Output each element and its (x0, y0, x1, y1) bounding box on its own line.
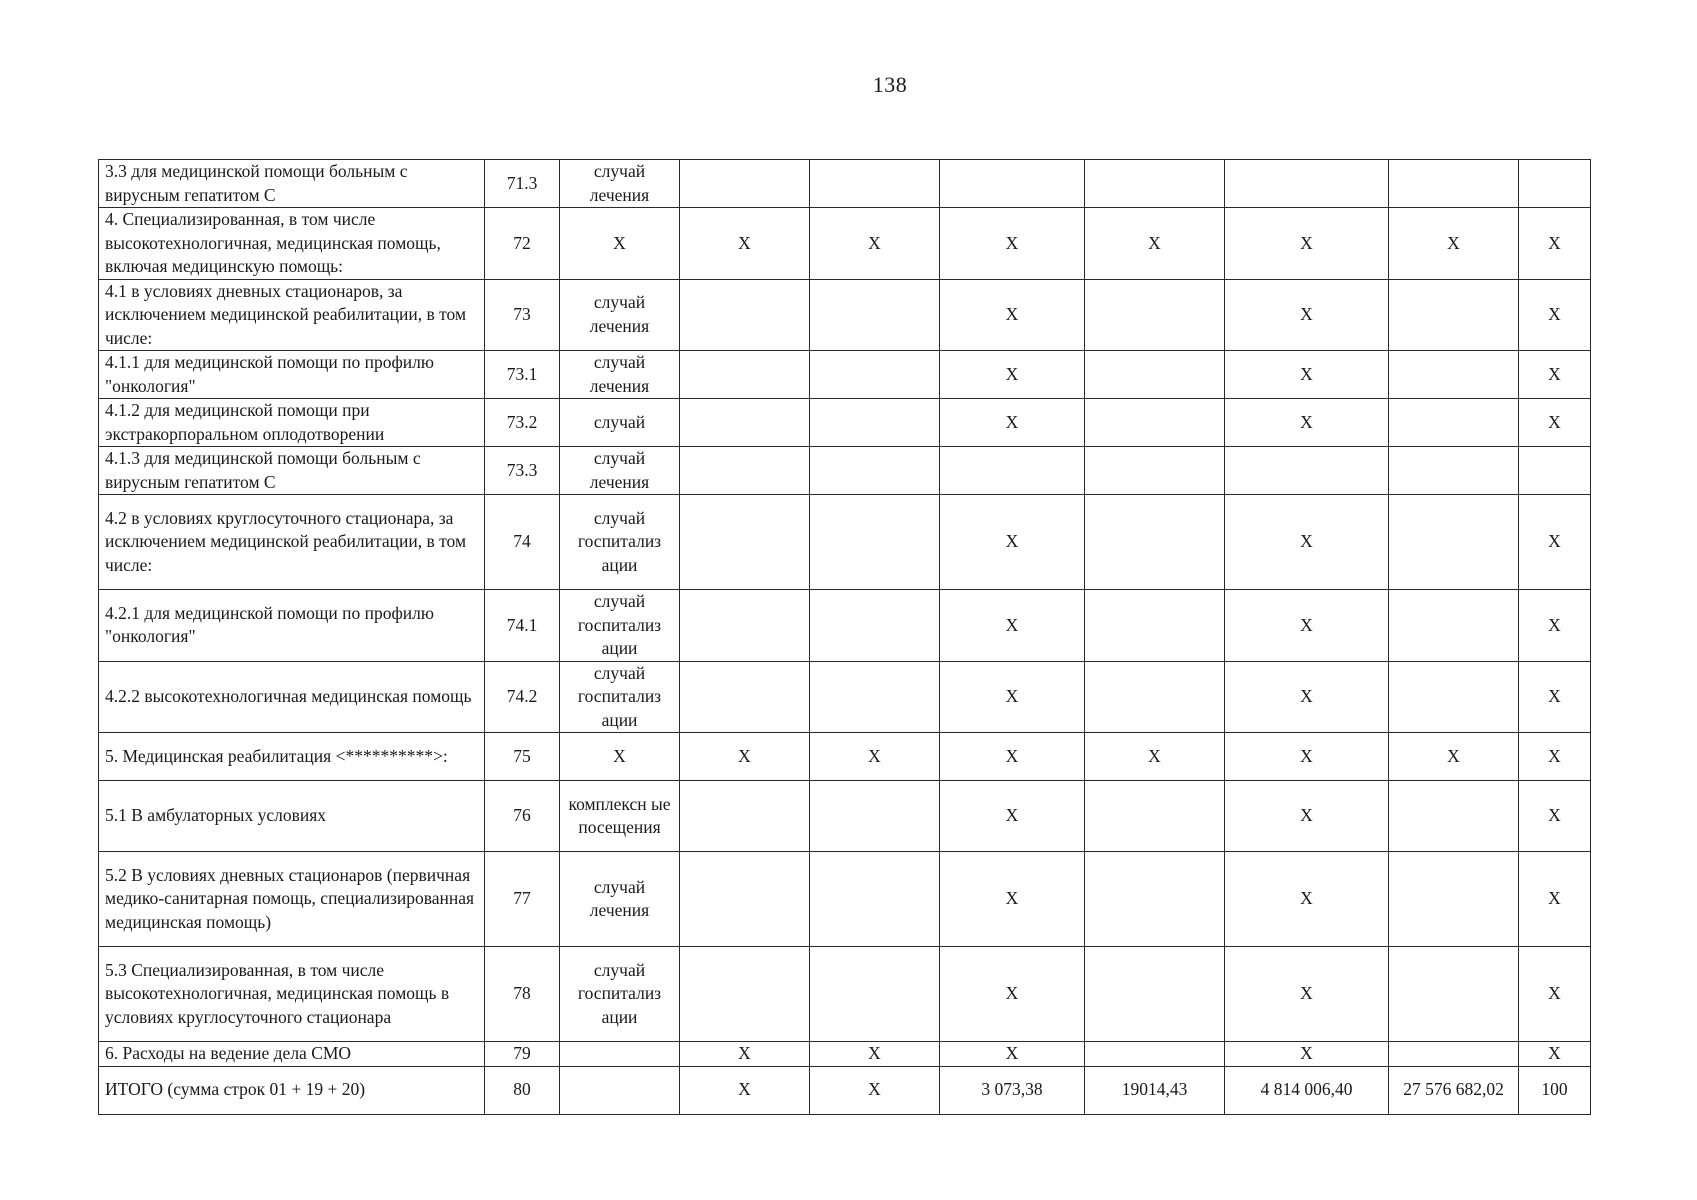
row-description-cell: 4.1 в условиях дневных стационаров, за исключением медицинской реабилитации, в том числе: (99, 279, 485, 351)
value-cell: Х (1519, 733, 1591, 781)
value-cell: Х (1225, 351, 1389, 399)
value-cell: Х (1225, 399, 1389, 447)
value-cell: Х (1225, 590, 1389, 662)
unit-cell: случай госпитализ ации (560, 947, 680, 1042)
row-number-cell: 80 (485, 1066, 560, 1114)
row-number-cell: 79 (485, 1042, 560, 1067)
cost-table (98, 159, 1591, 1115)
row-number-cell: 77 (485, 852, 560, 947)
row-description-cell: 4.1.2 для медицинской помощи при экстракорпоральном оплодотворении (99, 399, 485, 447)
unit-cell (560, 1066, 680, 1114)
value-cell: Х (1225, 208, 1389, 280)
value-cell (810, 351, 940, 399)
value-cell (1519, 160, 1591, 208)
value-cell: Х (810, 1042, 940, 1067)
unit-cell: случай лечения (560, 852, 680, 947)
value-cell: Х (1519, 661, 1591, 733)
value-cell (1085, 1042, 1225, 1067)
row-number-cell: 76 (485, 781, 560, 852)
value-cell: Х (940, 279, 1085, 351)
unit-cell: случай (560, 399, 680, 447)
table-row (99, 781, 1591, 852)
value-cell: Х (1519, 947, 1591, 1042)
value-cell: Х (1225, 781, 1389, 852)
table-row (99, 947, 1591, 1042)
value-cell: Х (1225, 495, 1389, 590)
unit-cell: Х (560, 208, 680, 280)
value-cell: Х (680, 1066, 810, 1114)
unit-cell: случай госпитализ ации (560, 590, 680, 662)
value-cell: Х (810, 208, 940, 280)
unit-cell: случай госпитализ ации (560, 661, 680, 733)
value-cell: Х (1519, 351, 1591, 399)
value-cell (1389, 351, 1519, 399)
value-cell: Х (940, 781, 1085, 852)
value-cell (1085, 495, 1225, 590)
value-cell (1225, 160, 1389, 208)
value-cell (1085, 661, 1225, 733)
value-cell: Х (680, 208, 810, 280)
row-number-cell: 73.1 (485, 351, 560, 399)
value-cell: Х (1389, 208, 1519, 280)
value-cell (940, 447, 1085, 495)
table-row (99, 160, 1591, 208)
value-cell: Х (1225, 733, 1389, 781)
row-description-cell: 4.2 в условиях круглосуточного стационара, за исключением медицинской реабилитации, в том числе: (99, 495, 485, 590)
value-cell: 27 576 682,02 (1389, 1066, 1519, 1114)
value-cell (680, 947, 810, 1042)
value-cell (680, 781, 810, 852)
value-cell: 4 814 006,40 (1225, 1066, 1389, 1114)
value-cell (1389, 781, 1519, 852)
value-cell: Х (1519, 495, 1591, 590)
row-number-cell: 75 (485, 733, 560, 781)
value-cell (680, 279, 810, 351)
table-row (99, 351, 1591, 399)
row-description-cell: 4.2.1 для медицинской помощи по профилю "онкология" (99, 590, 485, 662)
value-cell (810, 160, 940, 208)
table-row (99, 447, 1591, 495)
value-cell (810, 947, 940, 1042)
row-description-cell: 3.3 для медицинской помощи больным с вирусным гепатитом С (99, 160, 485, 208)
value-cell (1085, 399, 1225, 447)
row-number-cell: 74.2 (485, 661, 560, 733)
table-row (99, 590, 1591, 662)
unit-cell: случай госпитализ ации (560, 495, 680, 590)
value-cell: 100 (1519, 1066, 1591, 1114)
value-cell: Х (940, 852, 1085, 947)
value-cell (1085, 447, 1225, 495)
value-cell (810, 852, 940, 947)
row-number-cell: 74 (485, 495, 560, 590)
row-description-cell: ИТОГО (сумма строк 01 + 19 + 20) (99, 1066, 485, 1114)
value-cell: 3 073,38 (940, 1066, 1085, 1114)
value-cell (1085, 947, 1225, 1042)
value-cell (680, 852, 810, 947)
value-cell: Х (1225, 947, 1389, 1042)
table-row (99, 852, 1591, 947)
row-number-cell: 73 (485, 279, 560, 351)
value-cell: Х (810, 1066, 940, 1114)
row-description-cell: 4.1.3 для медицинской помощи больным с вирусным гепатитом С (99, 447, 485, 495)
row-description-cell: 4.1.1 для медицинской помощи по профилю "онкология" (99, 351, 485, 399)
row-number-cell: 71.3 (485, 160, 560, 208)
value-cell: Х (1519, 852, 1591, 947)
value-cell (1085, 279, 1225, 351)
value-cell (1085, 781, 1225, 852)
value-cell (1085, 590, 1225, 662)
value-cell: Х (1225, 852, 1389, 947)
value-cell (810, 399, 940, 447)
value-cell: Х (940, 661, 1085, 733)
value-cell (680, 590, 810, 662)
value-cell: Х (1225, 279, 1389, 351)
value-cell: Х (1225, 1042, 1389, 1067)
value-cell: Х (940, 947, 1085, 1042)
value-cell: Х (1389, 733, 1519, 781)
page-number: 138 (872, 72, 908, 97)
unit-cell (560, 1042, 680, 1067)
value-cell (680, 661, 810, 733)
value-cell (680, 495, 810, 590)
value-cell: Х (940, 1042, 1085, 1067)
value-cell (1389, 495, 1519, 590)
value-cell (1389, 399, 1519, 447)
value-cell: Х (1519, 399, 1591, 447)
value-cell (1389, 852, 1519, 947)
row-number-cell: 72 (485, 208, 560, 280)
row-description-cell: 6. Расходы на ведение дела СМО (99, 1042, 485, 1067)
value-cell: Х (1519, 1042, 1591, 1067)
value-cell (1085, 351, 1225, 399)
value-cell: Х (1519, 781, 1591, 852)
value-cell: Х (810, 733, 940, 781)
value-cell (680, 399, 810, 447)
value-cell (940, 160, 1085, 208)
value-cell: Х (940, 208, 1085, 280)
value-cell (810, 495, 940, 590)
value-cell (1389, 590, 1519, 662)
row-number-cell: 74.1 (485, 590, 560, 662)
value-cell: Х (1085, 208, 1225, 280)
value-cell: Х (1519, 279, 1591, 351)
value-cell (810, 661, 940, 733)
value-cell (1389, 661, 1519, 733)
value-cell (1389, 447, 1519, 495)
value-cell (1225, 447, 1389, 495)
value-cell: 19014,43 (1085, 1066, 1225, 1114)
row-description-cell: 5.2 В условиях дневных стационаров (первичная медико-санитарная помощь, специализированная медицинская помощь) (99, 852, 485, 947)
value-cell (1085, 160, 1225, 208)
value-cell: Х (940, 399, 1085, 447)
value-cell (810, 279, 940, 351)
value-cell (810, 447, 940, 495)
row-description-cell: 4. Специализированная, в том числе высокотехнологичная, медицинская помощь, включая медицинскую помощь: (99, 208, 485, 280)
row-description-cell: 5.1 В амбулаторных условиях (99, 781, 485, 852)
value-cell: Х (940, 495, 1085, 590)
value-cell (680, 351, 810, 399)
value-cell: Х (940, 351, 1085, 399)
value-cell: Х (680, 1042, 810, 1067)
table-row (99, 208, 1591, 280)
table-row (99, 1042, 1591, 1067)
value-cell (1389, 279, 1519, 351)
value-cell: Х (1519, 208, 1591, 280)
value-cell: Х (680, 733, 810, 781)
value-cell: Х (1519, 590, 1591, 662)
row-description-cell: 5.3 Специализированная, в том числе высокотехнологичная, медицинская помощь в условиях круглосуточного стационара (99, 947, 485, 1042)
table-row (99, 1066, 1591, 1114)
row-description-cell: 4.2.2 высокотехнологичная медицинская помощь (99, 661, 485, 733)
unit-cell: Х (560, 733, 680, 781)
table-row (99, 661, 1591, 733)
value-cell: Х (940, 733, 1085, 781)
unit-cell: случай лечения (560, 351, 680, 399)
row-number-cell: 73.3 (485, 447, 560, 495)
unit-cell: случай лечения (560, 160, 680, 208)
unit-cell: случай лечения (560, 279, 680, 351)
table-row (99, 495, 1591, 590)
value-cell (1519, 447, 1591, 495)
row-description-cell: 5. Медицинская реабилитация <**********>: (99, 733, 485, 781)
table-row (99, 733, 1591, 781)
value-cell (1389, 947, 1519, 1042)
value-cell (810, 781, 940, 852)
value-cell (1389, 1042, 1519, 1067)
value-cell (680, 160, 810, 208)
value-cell (680, 447, 810, 495)
value-cell: Х (1085, 733, 1225, 781)
value-cell: Х (940, 590, 1085, 662)
unit-cell: случай лечения (560, 447, 680, 495)
value-cell (1085, 852, 1225, 947)
row-number-cell: 78 (485, 947, 560, 1042)
value-cell: Х (1225, 661, 1389, 733)
unit-cell: комплексн ые посещения (560, 781, 680, 852)
row-number-cell: 73.2 (485, 399, 560, 447)
table-row (99, 279, 1591, 351)
table-row (99, 399, 1591, 447)
value-cell (1389, 160, 1519, 208)
value-cell (810, 590, 940, 662)
